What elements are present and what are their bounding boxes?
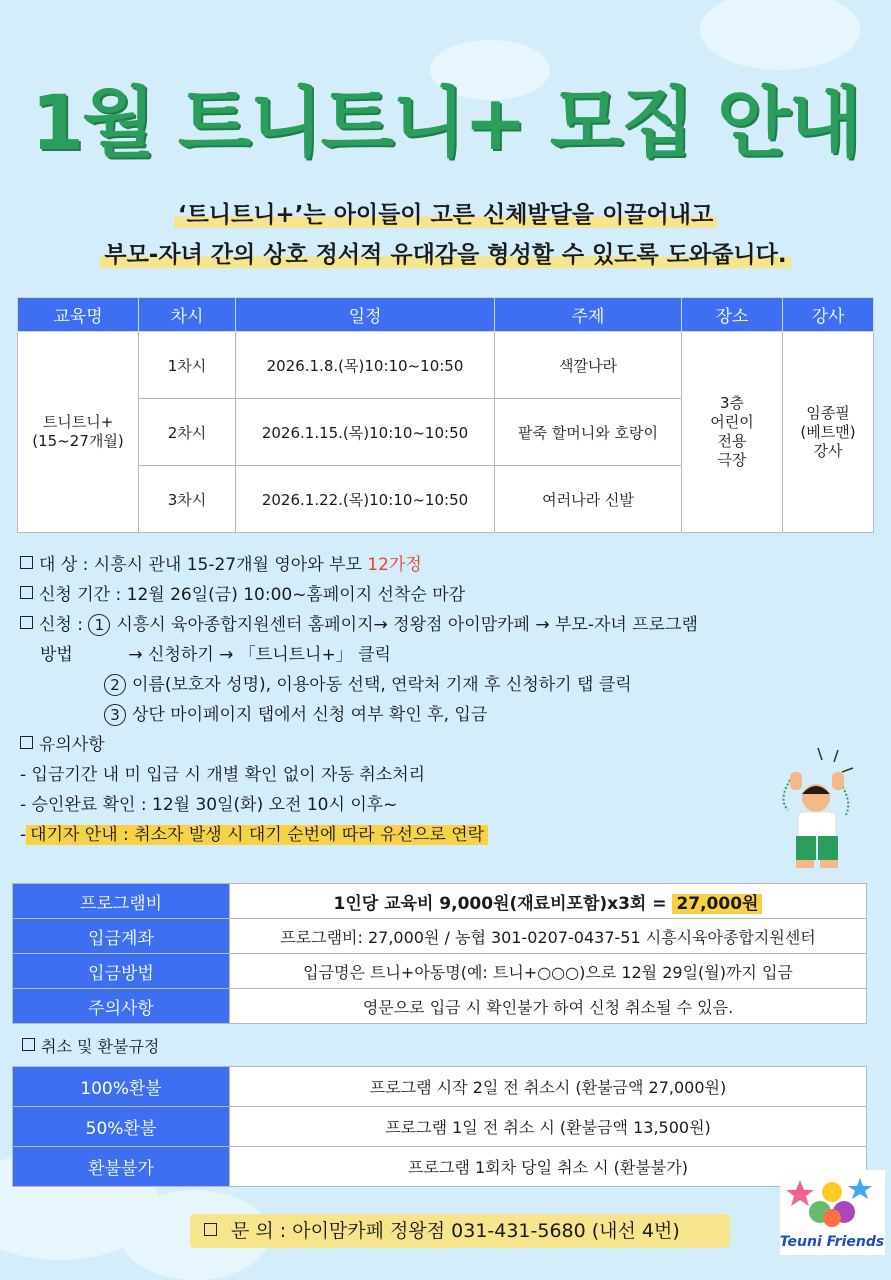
place-cell xyxy=(682,332,783,533)
step-number-icon: 1 xyxy=(88,614,110,636)
place-line: 3층 xyxy=(719,394,745,412)
target-count: 12가정 xyxy=(367,555,422,575)
apply-row-4 xyxy=(20,700,698,730)
note-row xyxy=(20,820,698,850)
date-cell: 2026.1.8.(목)10:10~10:50 xyxy=(236,332,495,399)
fee-label: 프로그램비 xyxy=(13,884,230,919)
step3-text: 상단 마이페이지 탭에서 신청 여부 확인 후, 입금 xyxy=(132,705,488,725)
course-name: 트니트니+ xyxy=(42,413,114,431)
place-line: 극장 xyxy=(717,451,747,469)
contact-text: 문 의 : 아이맘카페 정왕점 031-431-5680 (내선 4번) xyxy=(231,1220,680,1242)
fee-value: 프로그램비: 27,000원 / 농협 301-0207-0437-51 시흥시육아종합지원센터 xyxy=(230,919,867,954)
refund-label: 50%환불 xyxy=(13,1107,230,1147)
instructor-cell xyxy=(783,332,874,533)
apply-row-1 xyxy=(20,610,698,640)
notes-title-row xyxy=(20,730,698,760)
refund-value: 프로그램 1일 전 취소 시 (환불금액 13,500원) xyxy=(230,1107,867,1147)
apply-row-2 xyxy=(20,640,698,670)
info-section xyxy=(20,550,698,850)
refund-value: 프로그램 시작 2일 전 취소시 (환불금액 27,000원) xyxy=(230,1067,867,1107)
waitlist-note: 대기자 안내 : 취소자 발생 시 대기 순번에 따라 유선으로 연락 xyxy=(26,825,488,845)
period-row xyxy=(20,580,698,610)
session-cell: 2차시 xyxy=(139,399,236,466)
header-topic: 주제 xyxy=(495,298,682,332)
session-cell: 3차시 xyxy=(139,466,236,533)
header-date: 일정 xyxy=(236,298,495,332)
table-row xyxy=(13,919,867,954)
place-line: 어린이 xyxy=(710,413,754,431)
page-title: 1월 트니트니+ 모집 안내 xyxy=(31,78,860,167)
checkbox-icon xyxy=(204,1223,217,1236)
refund-title xyxy=(22,1034,159,1057)
fee-text: 1인당 교육비 9,000원(재료비포함)x3회 = xyxy=(333,893,667,914)
header-instructor: 강사 xyxy=(783,298,874,332)
refund-value: 프로그램 1회차 당일 취소 시 (환불불가) xyxy=(230,1147,867,1187)
period-text: 신청 기간 : 12월 26일(금) 10:00~홈페이지 선착순 마감 xyxy=(39,585,466,605)
table-row xyxy=(18,332,874,399)
refund-label: 환불불가 xyxy=(13,1147,230,1187)
table-row xyxy=(13,989,867,1024)
checkbox-icon xyxy=(22,1038,35,1051)
instructor-line: 임종필 xyxy=(806,403,850,422)
contact-info xyxy=(190,1214,730,1248)
notes-title: 유의사항 xyxy=(39,735,105,755)
refund-label: 100%환불 xyxy=(13,1067,230,1107)
child-exercising-illustration xyxy=(768,740,878,880)
step1-cont-text: → 신청하기 → 「트니트니+」 클릭 xyxy=(128,645,391,665)
date-cell: 2026.1.22.(목)10:10~10:50 xyxy=(236,466,495,533)
checkbox-icon xyxy=(20,556,33,569)
refund-title-text: 취소 및 환불규정 xyxy=(41,1037,160,1056)
intro-line-2: 부모-자녀 간의 상호 정서적 유대감을 형성할 수 있도록 도와줍니다. xyxy=(0,236,891,269)
teuni-friends-logo xyxy=(780,1170,885,1255)
checkbox-icon xyxy=(20,616,33,629)
intro-line-1: ‘트니트니+’는 아이들이 고른 신체발달을 이끌어내고 xyxy=(0,196,891,229)
fee-label: 입금계좌 xyxy=(13,919,230,954)
svg-text:Teuni Friends: Teuni Friends xyxy=(780,1234,885,1250)
fee-table xyxy=(12,883,867,1024)
apply-label-2: 방법 xyxy=(40,645,73,665)
table-row xyxy=(13,954,867,989)
course-name-cell xyxy=(18,332,139,533)
date-cell: 2026.1.15.(목)10:10~10:50 xyxy=(236,399,495,466)
note-row: - 입금기간 내 미 입금 시 개별 확인 없이 자동 취소처리 xyxy=(20,765,426,785)
table-row xyxy=(13,884,867,919)
step-number-icon: 2 xyxy=(104,674,126,696)
fee-label: 주의사항 xyxy=(13,989,230,1024)
apply-label: 신청 : xyxy=(39,615,83,635)
fee-total: 27,000원 xyxy=(672,894,762,914)
place-line: 전용 xyxy=(717,432,747,450)
fee-value: 영문으로 입금 시 확인불가 하여 신청 취소될 수 있음. xyxy=(230,989,867,1024)
course-age: (15~27개월) xyxy=(32,432,124,450)
table-row xyxy=(13,1147,867,1187)
cloud-decoration xyxy=(700,0,860,70)
schedule-header-row xyxy=(18,298,874,332)
refund-table xyxy=(12,1066,867,1187)
step2-text: 이름(보호자 성명), 이용아동 선택, 연락처 기재 후 신청하기 탭 클릭 xyxy=(132,675,632,695)
fee-value: 입금명은 트니+아동명(예: 트니+○○○)으로 12월 29일(월)까지 입금 xyxy=(230,954,867,989)
note-dash: - xyxy=(20,825,27,845)
target-row xyxy=(20,550,698,580)
topic-cell: 팥죽 할머니와 호랑이 xyxy=(495,399,682,466)
note-row: - 승인완료 확인 : 12월 30일(화) 오전 10시 이후~ xyxy=(20,795,398,815)
header-session: 차시 xyxy=(139,298,236,332)
step1-text: 시흥시 육아종합지원센터 홈페이지→ 정왕점 아이맘카페 → 부모-자녀 프로그램 xyxy=(116,615,698,635)
checkbox-icon xyxy=(20,736,33,749)
header-place: 장소 xyxy=(682,298,783,332)
session-cell: 1차시 xyxy=(139,332,236,399)
step-number-icon: 3 xyxy=(104,704,126,726)
fee-value xyxy=(230,884,867,919)
fee-label: 입금방법 xyxy=(13,954,230,989)
apply-row-3 xyxy=(20,670,698,700)
table-row xyxy=(13,1067,867,1107)
instructor-line: (베트맨) xyxy=(800,422,856,441)
table-row xyxy=(13,1107,867,1147)
topic-cell: 여러나라 신발 xyxy=(495,466,682,533)
instructor-line: 강사 xyxy=(813,441,843,460)
checkbox-icon xyxy=(20,586,33,599)
header-course: 교육명 xyxy=(18,298,139,332)
topic-cell: 색깔나라 xyxy=(495,332,682,399)
schedule-table xyxy=(17,297,874,533)
target-text: 대 상 : 시흥시 관내 15-27개월 영아와 부모 xyxy=(39,555,362,575)
